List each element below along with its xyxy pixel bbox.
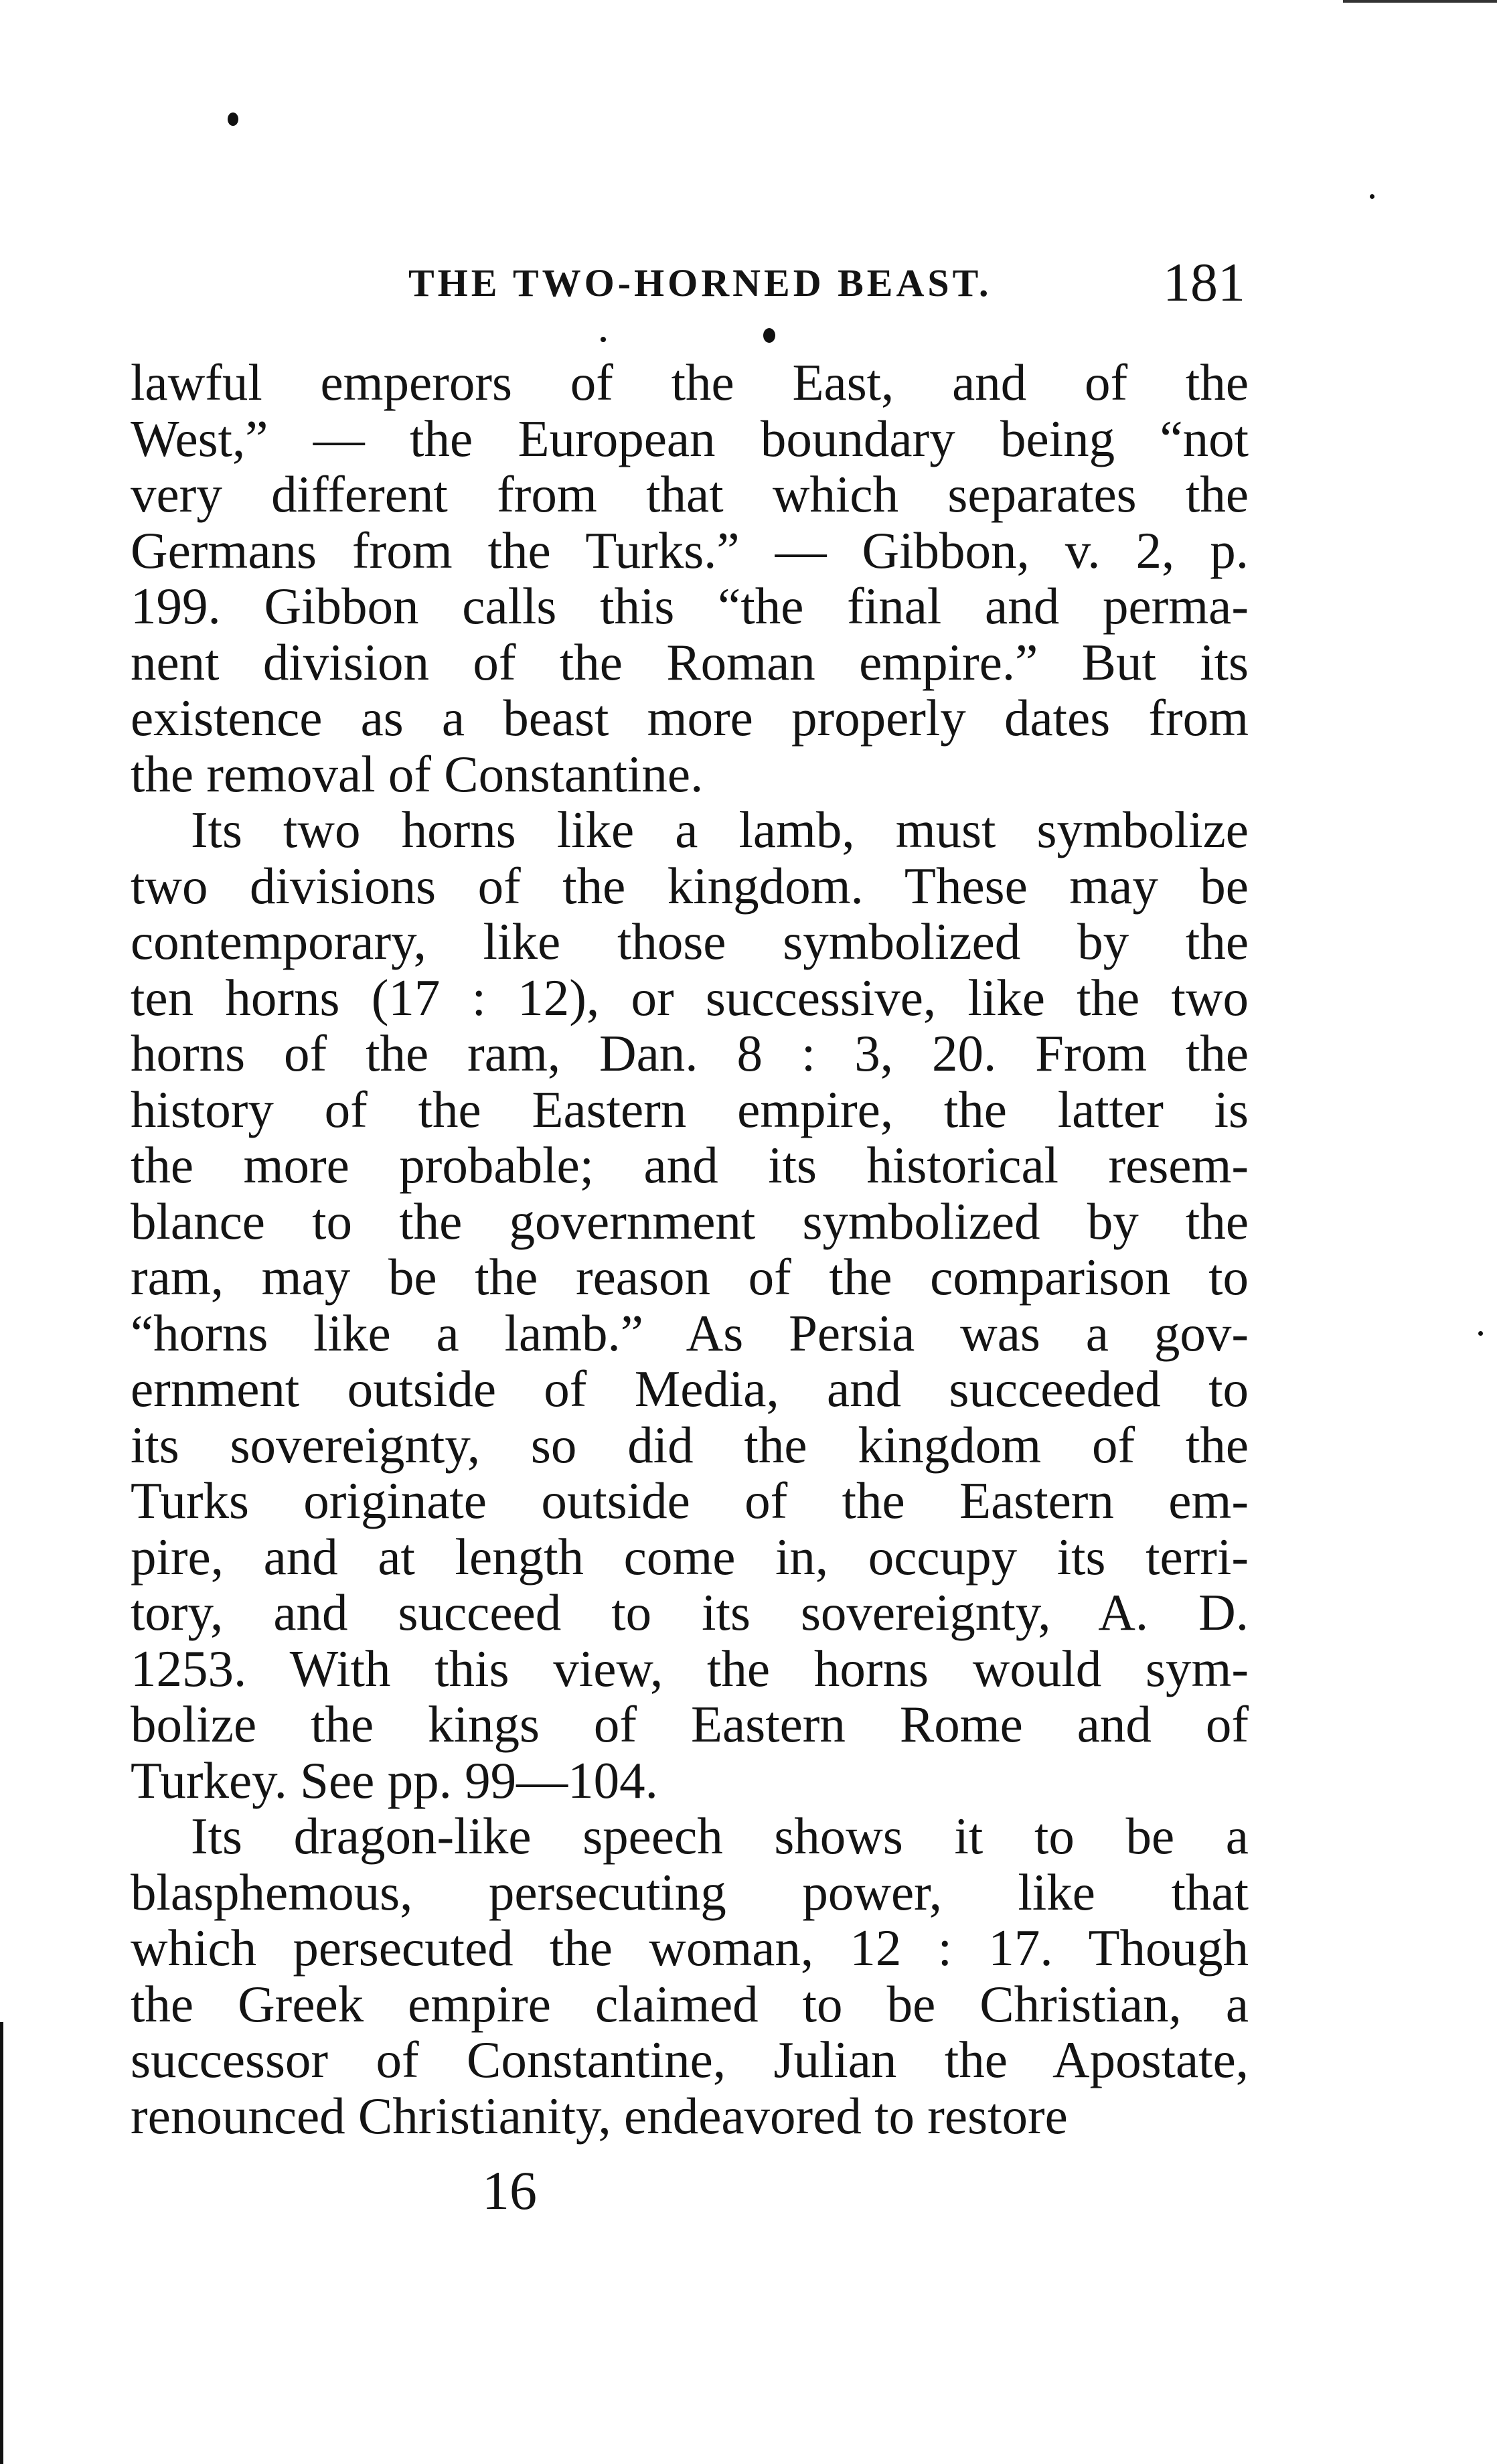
text-line: Germans from the Turks.” — Gibbon, v. 2, p. [131,521,1249,579]
text-line: lawful emperors of the East, and of the [131,354,1249,411]
running-title: THE TWO-HORNED BEAST. [408,261,992,305]
scan-edge-bar [0,2022,3,2464]
ink-speck [601,337,606,342]
text-line: Turkey. See pp. 99—104. [131,1751,658,1809]
text-line: two divisions of the kingdom. These may be [131,856,1249,915]
text-line: West,” — the European boundary being “not [131,409,1249,467]
body-text [131,355,1249,2144]
text-line: blasphemous, persecuting power, like that [131,1863,1249,1921]
text-line: which persecuted the woman, 12 : 17. Though [131,1919,1249,1977]
text-line: 1253. With this view, the horns would sym- [131,1639,1249,1697]
text-line: its sovereignty, so did the kingdom of the [131,1415,1249,1474]
text-line: horns of the ram, Dan. 8 : 3, 20. From the [131,1024,1249,1082]
ink-speck [1478,1331,1483,1336]
text-line: pire, and at length come in, occupy its terri- [131,1527,1249,1586]
page-header [134,251,1245,318]
ink-speck [228,112,238,126]
text-line: contemporary, like those symbolized by the [131,913,1249,970]
text-line: very different from that which separates the [131,465,1249,523]
text-line: history of the Eastern empire, the latter is [131,1080,1249,1138]
text-line: bolize the kings of Eastern Rome and of [131,1695,1249,1753]
paragraph [131,355,1249,802]
text-line: nent division of the Roman empire.” But its [131,633,1249,691]
text-line: existence as a beast more properly dates from [131,689,1249,747]
text-line: Turks originate outside of the Eastern em- [131,1472,1249,1529]
text-line: Its dragon-like speech shows it to be a [191,1807,1249,1865]
text-line: blance to the government symbolized by the [131,1192,1249,1250]
ink-speck [1370,194,1374,199]
text-line: successor of Constantine, Julian the Apostate, [131,2031,1249,2088]
text-line: ten horns (17 : 12), or successive, like the two [131,968,1249,1026]
scan-edge-rule [1343,0,1497,3]
text-line: Its two horns like a lamb, must symbolize [191,801,1249,858]
page-number: 181 [1163,252,1245,313]
text-line: renounced Christianity, endeavored to restore [131,2086,1068,2145]
text-line: ernment outside of Media, and succeeded to [131,1360,1249,1417]
text-line: “horns like a lamb.” As Persia was a gov- [131,1304,1249,1362]
signature-mark: 16 [482,2160,537,2221]
paragraph [131,802,1249,1808]
text-line: 199. Gibbon calls this “the final and perma- [131,577,1249,635]
ink-speck [763,328,775,343]
paragraph [131,1808,1249,2144]
text-line: the removal of Constantine. [131,745,704,803]
text-line: tory, and succeed to its sovereignty, A. D. [131,1584,1249,1641]
text-line: ram, may be the reason of the comparison to [131,1248,1249,1306]
text-line: the Greek empire claimed to be Christian, a [131,1975,1249,2033]
text-line: the more probable; and its historical resem- [131,1136,1249,1194]
